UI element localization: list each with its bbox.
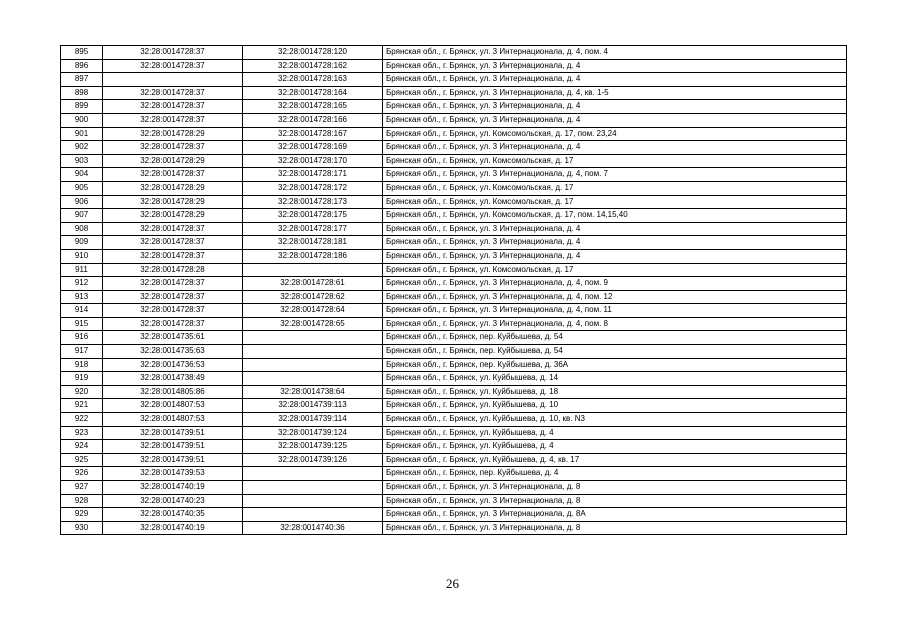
cadastral-number-cell: 32:28:0014738:49	[103, 372, 243, 386]
row-number-cell: 897	[61, 73, 103, 87]
address-cell: Брянская обл., г. Брянск, ул. 3 Интернационала, д. 4, кв. 1-5	[383, 86, 847, 100]
object-cadastral-number-cell: 32:28:0014739:124	[243, 426, 383, 440]
row-number-cell: 904	[61, 168, 103, 182]
address-cell: Брянская обл., г. Брянск, пер. Куйбышева, д. 36А	[383, 358, 847, 372]
address-cell: Брянская обл., г. Брянск, ул. Куйбышева, д. 4	[383, 426, 847, 440]
row-number-cell: 924	[61, 440, 103, 454]
row-number-cell: 907	[61, 209, 103, 223]
object-cadastral-number-cell	[243, 372, 383, 386]
address-cell: Брянская обл., г. Брянск, ул. 3 Интернационала, д. 8	[383, 494, 847, 508]
row-number-cell: 913	[61, 290, 103, 304]
table-row	[61, 290, 847, 304]
address-cell: Брянская обл., г. Брянск, ул. 3 Интернационала, д. 8	[383, 481, 847, 495]
object-cadastral-number-cell	[243, 481, 383, 495]
cadastral-number-cell: 32:28:0014728:37	[103, 46, 243, 60]
table-row	[61, 86, 847, 100]
object-cadastral-number-cell: 32:28:0014728:169	[243, 141, 383, 155]
table-row	[61, 263, 847, 277]
address-cell: Брянская обл., г. Брянск, ул. Куйбышева, д. 18	[383, 385, 847, 399]
address-cell: Брянская обл., г. Брянск, ул. Комсомольская, д. 17	[383, 195, 847, 209]
row-number-cell: 926	[61, 467, 103, 481]
object-cadastral-number-cell: 32:28:0014728:62	[243, 290, 383, 304]
object-cadastral-number-cell: 32:28:0014728:165	[243, 100, 383, 114]
row-number-cell: 927	[61, 481, 103, 495]
table-row	[61, 372, 847, 386]
table-row	[61, 127, 847, 141]
address-cell: Брянская обл., г. Брянск, ул. 3 Интернационала, д. 4, пом. 8	[383, 317, 847, 331]
cadastral-number-cell: 32:28:0014728:37	[103, 59, 243, 73]
row-number-cell: 920	[61, 385, 103, 399]
row-number-cell: 895	[61, 46, 103, 60]
registry-table-body	[61, 46, 847, 535]
address-cell: Брянская обл., г. Брянск, ул. 3 Интернационала, д. 4	[383, 249, 847, 263]
address-cell: Брянская обл., г. Брянск, пер. Куйбышева, д. 54	[383, 345, 847, 359]
cadastral-number-cell: 32:28:0014739:51	[103, 453, 243, 467]
row-number-cell: 899	[61, 100, 103, 114]
row-number-cell: 912	[61, 277, 103, 291]
cadastral-number-cell	[103, 73, 243, 87]
table-row	[61, 508, 847, 522]
row-number-cell: 896	[61, 59, 103, 73]
table-row	[61, 222, 847, 236]
address-cell: Брянская обл., г. Брянск, ул. 3 Интернационала, д. 8	[383, 521, 847, 535]
table-row	[61, 59, 847, 73]
cadastral-number-cell: 32:28:0014728:37	[103, 86, 243, 100]
cadastral-number-cell: 32:28:0014728:37	[103, 168, 243, 182]
object-cadastral-number-cell: 32:28:0014728:163	[243, 73, 383, 87]
table-row	[61, 399, 847, 413]
cadastral-number-cell: 32:28:0014739:53	[103, 467, 243, 481]
row-number-cell: 910	[61, 249, 103, 263]
cadastral-number-cell: 32:28:0014739:51	[103, 440, 243, 454]
row-number-cell: 923	[61, 426, 103, 440]
object-cadastral-number-cell: 32:28:0014728:186	[243, 249, 383, 263]
object-cadastral-number-cell: 32:28:0014728:61	[243, 277, 383, 291]
object-cadastral-number-cell	[243, 263, 383, 277]
object-cadastral-number-cell: 32:28:0014728:164	[243, 86, 383, 100]
table-row	[61, 100, 847, 114]
object-cadastral-number-cell: 32:28:0014739:113	[243, 399, 383, 413]
row-number-cell: 918	[61, 358, 103, 372]
table-row	[61, 73, 847, 87]
cadastral-number-cell: 32:28:0014805:86	[103, 385, 243, 399]
object-cadastral-number-cell: 32:28:0014728:120	[243, 46, 383, 60]
cadastral-number-cell: 32:28:0014728:28	[103, 263, 243, 277]
cadastral-number-cell: 32:28:0014736:53	[103, 358, 243, 372]
table-row	[61, 413, 847, 427]
row-number-cell: 916	[61, 331, 103, 345]
row-number-cell: 901	[61, 127, 103, 141]
cadastral-number-cell: 32:28:0014735:63	[103, 345, 243, 359]
table-row	[61, 317, 847, 331]
address-cell: Брянская обл., г. Брянск, ул. 3 Интернационала, д. 4, пом. 4	[383, 46, 847, 60]
address-cell: Брянская обл., г. Брянск, ул. Куйбышева, д. 14	[383, 372, 847, 386]
row-number-cell: 928	[61, 494, 103, 508]
row-number-cell: 900	[61, 113, 103, 127]
object-cadastral-number-cell: 32:28:0014739:114	[243, 413, 383, 427]
cadastral-number-cell: 32:28:0014739:51	[103, 426, 243, 440]
cadastral-number-cell: 32:28:0014728:37	[103, 113, 243, 127]
address-cell: Брянская обл., г. Брянск, ул. 3 Интернационала, д. 4	[383, 222, 847, 236]
address-cell: Брянская обл., г. Брянск, ул. 3 Интернационала, д. 4, пом. 7	[383, 168, 847, 182]
row-number-cell: 929	[61, 508, 103, 522]
address-cell: Брянская обл., г. Брянск, ул. Куйбышева, д. 4, кв. 17	[383, 453, 847, 467]
property-registry-table	[60, 45, 847, 535]
cadastral-number-cell: 32:28:0014735:61	[103, 331, 243, 345]
table-row	[61, 304, 847, 318]
address-cell: Брянская обл., г. Брянск, ул. Комсомольская, д. 17	[383, 154, 847, 168]
address-cell: Брянская обл., г. Брянск, ул. Куйбышева, д. 4	[383, 440, 847, 454]
cadastral-number-cell: 32:28:0014728:37	[103, 277, 243, 291]
table-row	[61, 494, 847, 508]
table-row	[61, 195, 847, 209]
row-number-cell: 925	[61, 453, 103, 467]
object-cadastral-number-cell: 32:28:0014728:65	[243, 317, 383, 331]
cadastral-number-cell: 32:28:0014728:37	[103, 222, 243, 236]
object-cadastral-number-cell	[243, 331, 383, 345]
row-number-cell: 922	[61, 413, 103, 427]
address-cell: Брянская обл., г. Брянск, ул. 3 Интернационала, д. 4	[383, 113, 847, 127]
cadastral-number-cell: 32:28:0014728:29	[103, 195, 243, 209]
address-cell: Брянская обл., г. Брянск, ул. 3 Интернационала, д. 4	[383, 141, 847, 155]
address-cell: Брянская обл., г. Брянск, ул. Комсомольская, д. 17	[383, 181, 847, 195]
address-cell: Брянская обл., г. Брянск, ул. 3 Интернационала, д. 8А	[383, 508, 847, 522]
row-number-cell: 930	[61, 521, 103, 535]
row-number-cell: 898	[61, 86, 103, 100]
object-cadastral-number-cell: 32:28:0014740:36	[243, 521, 383, 535]
row-number-cell: 914	[61, 304, 103, 318]
cadastral-number-cell: 32:28:0014728:29	[103, 127, 243, 141]
address-cell: Брянская обл., г. Брянск, ул. 3 Интернационала, д. 4	[383, 59, 847, 73]
table-row	[61, 154, 847, 168]
object-cadastral-number-cell: 32:28:0014728:175	[243, 209, 383, 223]
object-cadastral-number-cell: 32:28:0014728:177	[243, 222, 383, 236]
table-row	[61, 331, 847, 345]
row-number-cell: 915	[61, 317, 103, 331]
object-cadastral-number-cell: 32:28:0014728:172	[243, 181, 383, 195]
object-cadastral-number-cell	[243, 508, 383, 522]
cadastral-number-cell: 32:28:0014728:37	[103, 317, 243, 331]
cadastral-number-cell: 32:28:0014728:37	[103, 290, 243, 304]
row-number-cell: 908	[61, 222, 103, 236]
address-cell: Брянская обл., г. Брянск, ул. 3 Интернационала, д. 4, пом. 11	[383, 304, 847, 318]
address-cell: Брянская обл., г. Брянск, ул. 3 Интернационала, д. 4, пом. 12	[383, 290, 847, 304]
row-number-cell: 911	[61, 263, 103, 277]
cadastral-number-cell: 32:28:0014728:29	[103, 154, 243, 168]
address-cell: Брянская обл., г. Брянск, ул. 3 Интернационала, д. 4	[383, 100, 847, 114]
table-row	[61, 345, 847, 359]
address-cell: Брянская обл., г. Брянск, ул. 3 Интернационала, д. 4	[383, 236, 847, 250]
cadastral-number-cell: 32:28:0014728:29	[103, 181, 243, 195]
cadastral-number-cell: 32:28:0014728:37	[103, 141, 243, 155]
page-number: 26	[446, 576, 459, 591]
object-cadastral-number-cell: 32:28:0014728:162	[243, 59, 383, 73]
object-cadastral-number-cell: 32:28:0014728:171	[243, 168, 383, 182]
table-row	[61, 277, 847, 291]
object-cadastral-number-cell	[243, 494, 383, 508]
row-number-cell: 903	[61, 154, 103, 168]
table-row	[61, 236, 847, 250]
row-number-cell: 905	[61, 181, 103, 195]
object-cadastral-number-cell: 32:28:0014728:64	[243, 304, 383, 318]
table-row	[61, 358, 847, 372]
table-row	[61, 481, 847, 495]
cadastral-number-cell: 32:28:0014740:19	[103, 481, 243, 495]
object-cadastral-number-cell: 32:28:0014728:170	[243, 154, 383, 168]
table-row	[61, 168, 847, 182]
cadastral-number-cell: 32:28:0014728:37	[103, 304, 243, 318]
row-number-cell: 909	[61, 236, 103, 250]
address-cell: Брянская обл., г. Брянск, пер. Куйбышева, д. 4	[383, 467, 847, 481]
cadastral-number-cell: 32:28:0014807:53	[103, 413, 243, 427]
cadastral-number-cell: 32:28:0014740:23	[103, 494, 243, 508]
object-cadastral-number-cell	[243, 467, 383, 481]
table-row	[61, 46, 847, 60]
address-cell: Брянская обл., г. Брянск, ул. Комсомольская, д. 17, пом. 14,15,40	[383, 209, 847, 223]
object-cadastral-number-cell: 32:28:0014728:173	[243, 195, 383, 209]
table-row	[61, 426, 847, 440]
address-cell: Брянская обл., г. Брянск, ул. Комсомольская, д. 17, пом. 23,24	[383, 127, 847, 141]
cadastral-number-cell: 32:28:0014728:37	[103, 100, 243, 114]
address-cell: Брянская обл., г. Брянск, ул. 3 Интернационала, д. 4, пом. 9	[383, 277, 847, 291]
object-cadastral-number-cell: 32:28:0014728:181	[243, 236, 383, 250]
row-number-cell: 906	[61, 195, 103, 209]
cadastral-number-cell: 32:28:0014728:37	[103, 249, 243, 263]
address-cell: Брянская обл., г. Брянск, ул. Куйбышева, д. 10, кв. N3	[383, 413, 847, 427]
table-row	[61, 249, 847, 263]
object-cadastral-number-cell	[243, 358, 383, 372]
object-cadastral-number-cell: 32:28:0014738:64	[243, 385, 383, 399]
table-row	[61, 181, 847, 195]
row-number-cell: 919	[61, 372, 103, 386]
cadastral-number-cell: 32:28:0014740:19	[103, 521, 243, 535]
table-row	[61, 467, 847, 481]
row-number-cell: 921	[61, 399, 103, 413]
address-cell: Брянская обл., г. Брянск, ул. Куйбышева, д. 10	[383, 399, 847, 413]
cadastral-number-cell: 32:28:0014728:37	[103, 236, 243, 250]
table-row	[61, 453, 847, 467]
table-row	[61, 113, 847, 127]
address-cell: Брянская обл., г. Брянск, ул. 3 Интернационала, д. 4	[383, 73, 847, 87]
row-number-cell: 917	[61, 345, 103, 359]
cadastral-number-cell: 32:28:0014740:35	[103, 508, 243, 522]
table-row	[61, 141, 847, 155]
table-row	[61, 385, 847, 399]
object-cadastral-number-cell: 32:28:0014739:125	[243, 440, 383, 454]
table-row	[61, 440, 847, 454]
cadastral-number-cell: 32:28:0014807:53	[103, 399, 243, 413]
address-cell: Брянская обл., г. Брянск, ул. Комсомольская, д. 17	[383, 263, 847, 277]
object-cadastral-number-cell: 32:28:0014728:166	[243, 113, 383, 127]
object-cadastral-number-cell: 32:28:0014739:126	[243, 453, 383, 467]
address-cell: Брянская обл., г. Брянск, пер. Куйбышева, д. 54	[383, 331, 847, 345]
cadastral-number-cell: 32:28:0014728:29	[103, 209, 243, 223]
table-row	[61, 521, 847, 535]
object-cadastral-number-cell: 32:28:0014728:167	[243, 127, 383, 141]
object-cadastral-number-cell	[243, 345, 383, 359]
row-number-cell: 902	[61, 141, 103, 155]
table-row	[61, 209, 847, 223]
